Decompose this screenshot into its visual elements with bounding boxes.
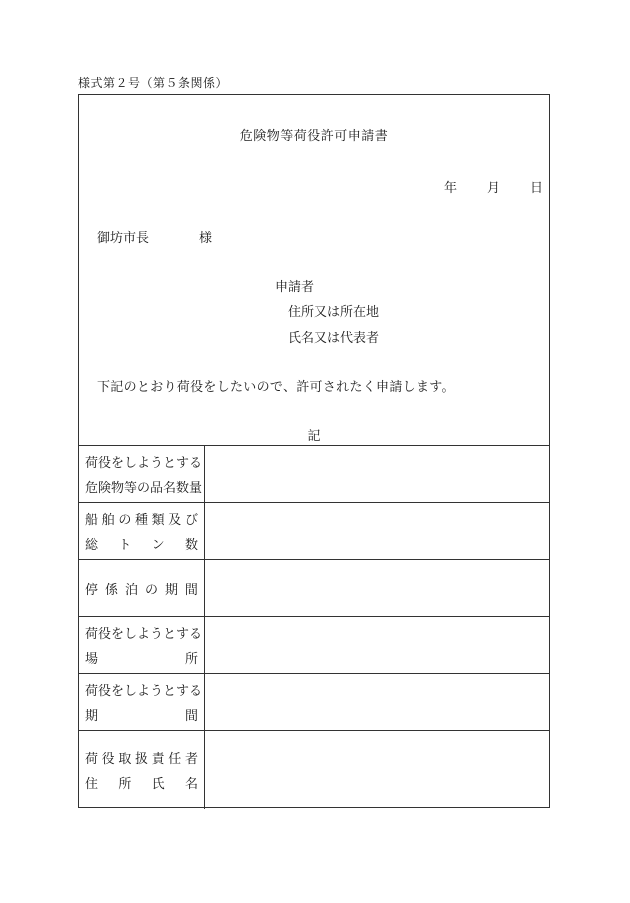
row-label — [79, 560, 205, 616]
row-label-char: 船 — [85, 513, 99, 528]
document-title: 危険物等荷役許可申請書 — [239, 129, 389, 144]
row-label-char: 舶 — [101, 513, 115, 528]
row-label-char: 間 — [184, 709, 198, 724]
table-row — [79, 731, 549, 809]
value-field-handling-location[interactable] — [205, 617, 549, 673]
request-sentence: 下記のとおり荷役をしたいので、許可されたく申請します。 — [97, 380, 455, 395]
table-row — [79, 617, 549, 674]
row-label-char: 期 — [164, 582, 178, 598]
row-label-line — [85, 772, 198, 797]
row-label-line — [85, 647, 198, 672]
row-label-char: 総 — [85, 538, 99, 553]
applicant-address-label: 住所又は所在地 — [288, 305, 380, 320]
row-label-char: 荷 — [85, 752, 99, 767]
applicant-name-label: 氏名又は代表者 — [288, 331, 380, 346]
ki-mark: 記 — [307, 429, 321, 444]
table-row — [79, 560, 549, 617]
row-label-char: 者 — [184, 752, 198, 767]
row-label — [79, 674, 205, 730]
value-field-ship-type-tonnage[interactable] — [205, 503, 549, 559]
row-label-char: 期 — [85, 709, 99, 724]
row-label-char: 種 — [134, 513, 148, 528]
addressee-mayor: 御坊市長 — [97, 231, 150, 246]
row-label-line — [85, 508, 198, 533]
value-field-handling-supervisor[interactable] — [205, 731, 549, 809]
date-month: 月 — [486, 181, 500, 196]
value-field-mooring-period[interactable] — [205, 560, 549, 616]
row-label-line — [85, 704, 198, 729]
row-label-line — [85, 533, 198, 558]
value-field-handling-period[interactable] — [205, 674, 549, 730]
row-label-char: 場 — [85, 652, 99, 667]
row-label-char: の — [144, 582, 158, 598]
row-label-char: 停 — [85, 582, 99, 598]
addressee-honorific: 様 — [199, 231, 213, 246]
date-day: 日 — [529, 181, 543, 196]
row-label — [79, 503, 205, 559]
form-number: 様式第２号（第５条関係） — [78, 76, 229, 90]
row-label-line: 危険物等の品名数量 — [85, 481, 203, 496]
table-row — [79, 503, 549, 560]
row-label-char: の — [118, 513, 132, 528]
row-label-char: 間 — [184, 582, 198, 598]
row-label — [79, 617, 205, 673]
row-label-char: 責 — [151, 752, 165, 767]
row-label-char: 役 — [101, 752, 115, 767]
row-label-char: 所 — [118, 777, 132, 792]
detail-table — [79, 446, 549, 809]
row-label-char: ン — [151, 538, 165, 553]
row-label-char: 任 — [168, 752, 182, 767]
row-label-char: 係 — [104, 582, 118, 598]
row-label — [79, 446, 205, 502]
row-label-char: 名 — [184, 777, 198, 792]
row-label-char: 数 — [184, 538, 198, 553]
date-line — [444, 177, 543, 196]
applicant-label: 申請者 — [275, 280, 315, 295]
row-label-char: 氏 — [151, 777, 165, 792]
value-field-hazmat-quantity[interactable] — [205, 446, 549, 502]
date-year: 年 — [443, 181, 457, 196]
addressee — [97, 227, 212, 246]
row-label-line: 荷役をしようとする — [85, 684, 203, 699]
row-label-line — [85, 747, 198, 772]
table-row — [79, 446, 549, 503]
row-label-char: 所 — [184, 652, 198, 667]
row-label-char: 及 — [168, 513, 182, 528]
row-label-line: 荷役をしようとする — [85, 456, 203, 471]
table-row — [79, 674, 549, 731]
row-label-char: 取 — [118, 752, 132, 767]
application-form — [78, 94, 550, 808]
row-label-line: 荷役をしようとする — [85, 627, 203, 642]
row-label-char: 類 — [151, 513, 165, 528]
row-label-char: 泊 — [124, 582, 138, 598]
row-label-char: 扱 — [134, 752, 148, 767]
form-header — [79, 95, 549, 446]
row-label-char: 住 — [85, 777, 99, 792]
row-label-char: ト — [118, 538, 132, 553]
row-label-line — [85, 578, 198, 603]
row-label — [79, 731, 205, 809]
row-label-char: び — [184, 513, 198, 528]
